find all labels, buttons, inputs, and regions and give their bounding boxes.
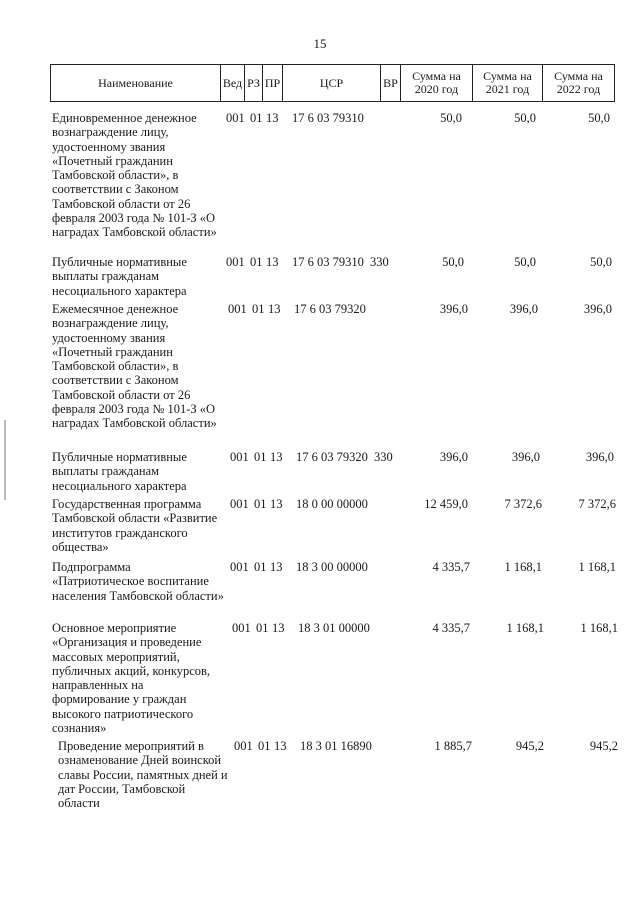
header-pr: ПР — [263, 65, 283, 101]
row-rz: 01 — [250, 111, 263, 125]
row-ved: 001 — [232, 621, 251, 635]
header-vr: ВР — [381, 65, 401, 101]
row-ved: 001 — [226, 111, 245, 125]
row-csr: 17 6 03 79320 — [294, 302, 366, 316]
row-rz: 01 — [254, 560, 267, 574]
row-name: Подпрограмма «Патриотическое воспитание населения Тамбовской области» — [52, 560, 224, 603]
row-rz: 01 — [250, 255, 263, 269]
header-rz: РЗ — [245, 65, 263, 101]
row-name: Основное мероприятие «Организация и проведение массовых мероприятий, публичных акций, конкурсов, направленных на формирование у граждан высокого патриотического сознания» — [52, 621, 211, 736]
row-name: Публичные нормативные выплаты гражданам несоциального характера — [52, 450, 187, 493]
header-sum-2020: Сумма на 2020 год — [401, 65, 473, 101]
row-sum-2021: 945,2 — [515, 739, 544, 753]
row-sum-2022: 50,0 — [588, 111, 610, 125]
row-sum-2022: 7 372,6 — [578, 497, 616, 511]
row-sum-2020: 396,0 — [439, 302, 468, 316]
page-number: 15 — [313, 36, 327, 51]
row-vr: 330 — [374, 450, 393, 464]
row-ved: 001 — [230, 497, 249, 511]
row-ved: 001 — [234, 739, 253, 753]
row-rz: 01 — [256, 621, 269, 635]
row-sum-2021: 50,0 — [514, 255, 536, 269]
row-name: Проведение мероприятий в ознаменование Дней воинской славы России, памятных дней и дат России, Тамбовской области — [58, 739, 228, 811]
row-csr: 17 6 03 79310 — [292, 111, 364, 125]
row-sum-2020: 50,0 — [440, 111, 462, 125]
row-csr: 18 3 01 16890 — [300, 739, 372, 753]
row-name: Ежемесячное денежное вознаграждение лицу, удостоенному звания «Почетный гражданин Тамбовской области», в соответствии с Законом Тамбовской области от 26 февраля 2003 года № 101-З «О наградах Тамбовской области» — [52, 302, 217, 431]
row-ved: 001 — [230, 450, 249, 464]
row-sum-2022: 396,0 — [583, 302, 612, 316]
row-pr: 13 — [270, 450, 283, 464]
row-sum-2020: 50,0 — [442, 255, 464, 269]
row-pr: 13 — [272, 621, 285, 635]
row-csr: 17 6 03 79320 — [296, 450, 368, 464]
row-ved: 001 — [226, 255, 245, 269]
row-vr: 330 — [370, 255, 389, 269]
row-sum-2020: 396,0 — [439, 450, 468, 464]
header-ved: Вед — [221, 65, 245, 101]
row-sum-2021: 50,0 — [514, 111, 536, 125]
row-pr: 13 — [274, 739, 287, 753]
row-name: Государственная программа Тамбовской области «Развитие институтов гражданского общества» — [52, 497, 218, 554]
row-pr: 13 — [266, 255, 279, 269]
row-ved: 001 — [230, 560, 249, 574]
header-name: Наименование — [51, 65, 221, 101]
scan-artifact — [4, 420, 6, 500]
row-sum-2021: 1 168,1 — [504, 560, 542, 574]
header-sum-2021: Сумма на 2021 год — [473, 65, 543, 101]
row-rz: 01 — [258, 739, 271, 753]
row-sum-2020: 1 885,7 — [434, 739, 472, 753]
row-sum-2022: 1 168,1 — [580, 621, 618, 635]
row-ved: 001 — [228, 302, 247, 316]
row-sum-2022: 50,0 — [590, 255, 612, 269]
row-sum-2021: 396,0 — [509, 302, 538, 316]
row-csr: 18 0 00 00000 — [296, 497, 368, 511]
row-pr: 13 — [270, 560, 283, 574]
row-pr: 13 — [268, 302, 281, 316]
table-header — [50, 64, 615, 102]
row-sum-2021: 396,0 — [511, 450, 540, 464]
row-csr: 18 3 01 00000 — [298, 621, 370, 635]
row-name: Единовременное денежное вознаграждение лицу, удостоенному звания «Почетный гражданин Тамбовской области», в соответствии с Законом Тамбовской области от 26 февраля 2003 года № 101-З «О наградах Тамбовской области» — [52, 111, 217, 240]
row-pr: 13 — [266, 111, 279, 125]
header-csr: ЦСР — [283, 65, 381, 101]
row-sum-2022: 945,2 — [589, 739, 618, 753]
header-sum-2022: Сумма на 2022 год — [554, 69, 603, 96]
row-sum-2022: 1 168,1 — [578, 560, 616, 574]
row-sum-2022: 396,0 — [585, 450, 614, 464]
row-rz: 01 — [254, 497, 267, 511]
row-rz: 01 — [252, 302, 265, 316]
row-sum-2020: 12 459,0 — [424, 497, 468, 511]
row-sum-2021: 1 168,1 — [506, 621, 544, 635]
row-sum-2020: 4 335,7 — [432, 621, 470, 635]
row-sum-2020: 4 335,7 — [432, 560, 470, 574]
row-csr: 17 6 03 79310 — [292, 255, 364, 269]
row-csr: 18 3 00 00000 — [296, 560, 368, 574]
row-pr: 13 — [270, 497, 283, 511]
row-sum-2021: 7 372,6 — [504, 497, 542, 511]
row-rz: 01 — [254, 450, 267, 464]
row-name: Публичные нормативные выплаты гражданам несоциального характера — [52, 255, 187, 298]
